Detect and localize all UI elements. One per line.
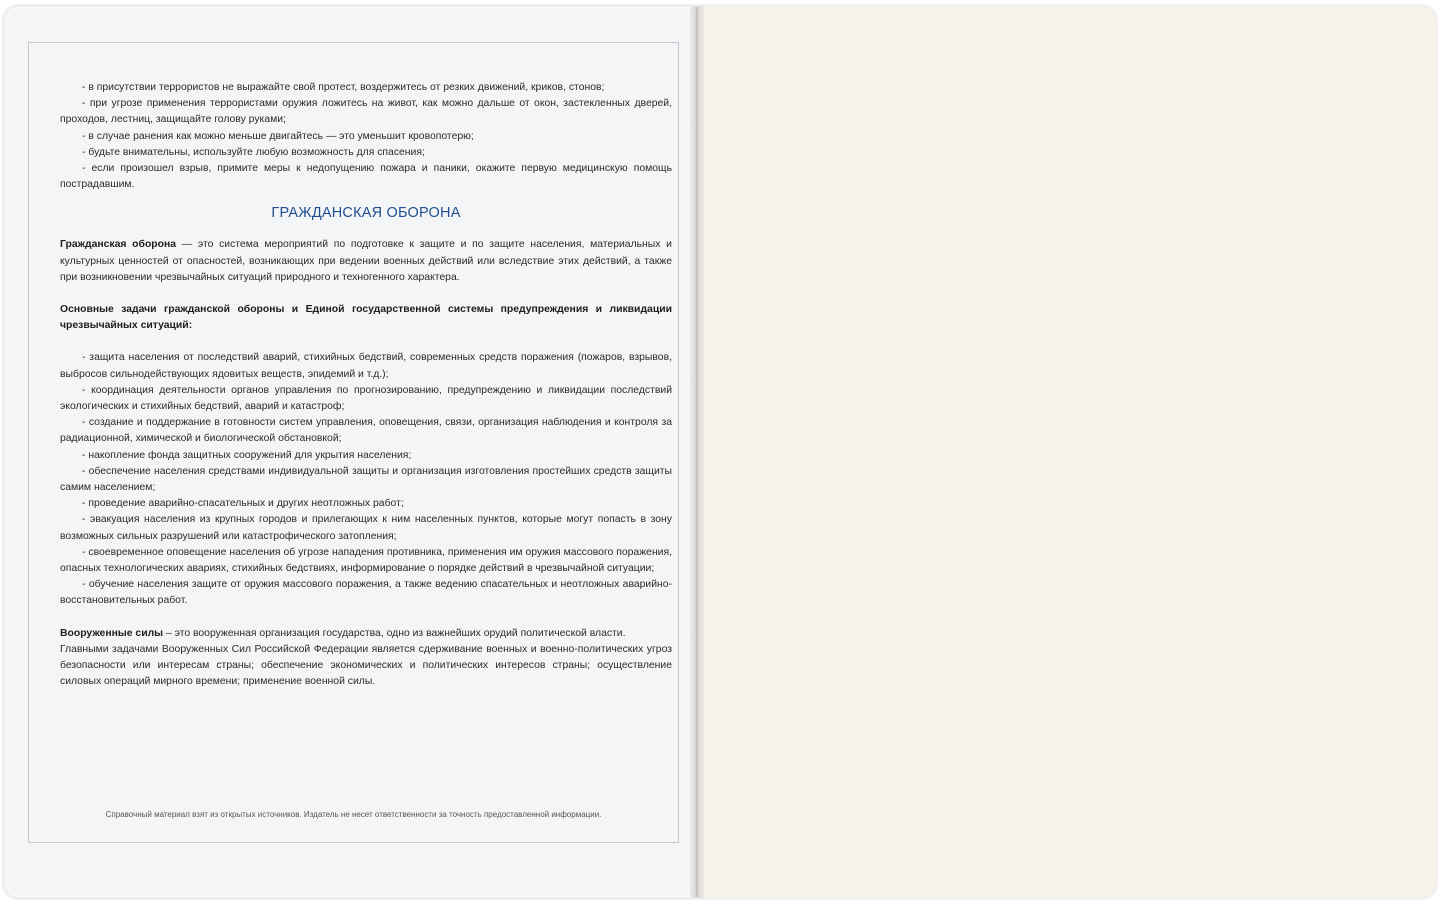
task-item: - координация деятельности органов управления по прогнозированию, предупреждению и ликвидации последствий экологических и стихийных бедствий, аварий и катастроф; <box>60 384 672 413</box>
bullet-item: - будьте внимательны, используйте любую возможность для спасения; <box>82 146 425 158</box>
page-content <box>60 80 672 691</box>
task-item: - своевременное оповещение населения об угрозе нападения противника, применения им оружия массового поражения, опасных технологических авариях, стихийных бедствиях, информирование о порядке действий в чрезвычайной ситуации; <box>60 546 672 575</box>
task-item: - создание и поддержание в готовности систем управления, оповещения, связи, организация наблюдения и контроля за радиационной, химической и биологической обстановкой; <box>60 417 672 445</box>
bullet-item: - в случае ранения как можно меньше двигайтесь — это уменьшит кровопотерю; <box>82 130 474 142</box>
definition-term: Гражданская оборона <box>60 239 177 251</box>
bullet-item: - если произошел взрыв, примите меры к недопущению пожара и паники, окажите первую медицинскую помощь пострадавшим. <box>60 163 672 191</box>
tasks-heading <box>60 302 672 334</box>
task-item: - эвакуация населения из крупных городов и прилегающих к ним населенных пунктов, которые могут попасть в зону возможных сильных разрушений или катастрофического затопления; <box>60 514 672 542</box>
tasks-heading-text: Основные задачи гражданской обороны и Единой государственной системы предупреждения и ликвидации чрезвычайных ситуаций: <box>60 304 672 332</box>
armed-forces-term: Вооруженные силы <box>60 627 164 639</box>
bullet-item: - в присутствии террористов не выражайте свой протест, воздержитесь от резких движений, криков, стонов; <box>82 82 605 93</box>
task-item: - накопление фонда защитных сооружений для укрытия населения; <box>82 449 412 461</box>
armed-forces-tasks: Главными задачами Вооруженных Сил Российской Федерации является сдерживание военных и военно-политических угроз безопасности или интересам страны; обеспечение экономических и политических интересов страны; осуществление силовых операций мирного времени; применение военной силы. <box>60 643 672 688</box>
armed-forces-text: – это вооруженная организация государства, одно из важнейших орудий политической власти. <box>163 627 626 639</box>
task-item: - обеспечение населения средствами индивидуальной защиты и организация изготовления простейших средств защиты самим населением; <box>60 465 672 494</box>
bullet-item: - при угрозе применения террористами оружия ложитесь на живот, как можно дальше от окон, застекленных дверей, проходов, лестниц, защищайте голову руками; <box>60 98 672 126</box>
armed-forces-paragraph <box>60 626 672 642</box>
task-item: - проведение аварийно-спасательных и других неотложных работ; <box>82 498 404 510</box>
definition-paragraph <box>60 237 672 286</box>
task-item: - защита населения от последствий аварий, стихийных бедствий, современных средств поражения (пожаров, взрывов, выбросов сильнодействующих ядовитых веществ, эпидемий и т.д.); <box>60 352 672 380</box>
definition-text: — это система мероприятий по подготовке к защите и по защите населения, материальных и культурных ценностей от опасностей, возникающих при ведении военных действий или вследствие этих действий, а также при возникновении чрезвычайных ситуаций природного и техногенного характера. <box>60 239 672 283</box>
section-title: ГРАЖДАНСКАЯ ОБОРОНА <box>271 205 461 222</box>
spine <box>690 6 704 898</box>
task-item: - обучение населения защите от оружия массового поражения, а также ведению спасательных и неотложных аварийно-восстановительных работ. <box>60 579 672 607</box>
right-page-blank <box>698 6 1436 898</box>
footer-disclaimer: Справочный материал взят из открытых источников. Издатель не несет ответственности за точность предоставленной информации. <box>105 810 602 819</box>
